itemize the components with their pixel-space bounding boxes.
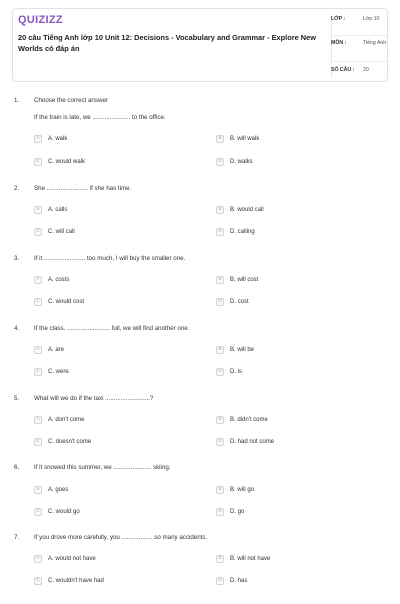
- option-text: D. had not come: [230, 439, 275, 445]
- option-letter-box: A: [34, 486, 42, 494]
- count-label: SỐ CÂU :: [331, 67, 355, 73]
- question-number: 4.: [14, 325, 20, 332]
- question-prompt: Choose the correct answer: [34, 97, 108, 104]
- option-text: A. would not have: [48, 556, 96, 562]
- option-text: B. would call: [230, 207, 264, 213]
- option-text: D. walks: [230, 159, 253, 165]
- option-letter-box: A: [34, 555, 42, 563]
- option-text: D. has: [230, 578, 248, 584]
- option-text: C. doesn't come: [48, 439, 92, 445]
- option-text: D. is: [230, 369, 242, 375]
- option-text: C. would walk: [48, 159, 86, 165]
- option-text: B. will not have: [230, 556, 271, 562]
- option-letter-box: D: [216, 577, 224, 585]
- question-3: [0, 255, 400, 325]
- option-letter-box: B: [216, 346, 224, 354]
- question-5: [0, 395, 400, 465]
- question-prompt: What will we do if the taxi ..........................?: [34, 395, 154, 402]
- grade-value: Lớp 10: [363, 16, 380, 22]
- option-text: B. didn't come: [230, 417, 268, 423]
- option-letter-box: C: [34, 158, 42, 166]
- grade-label: LỚP :: [331, 16, 346, 22]
- question-4: [0, 325, 400, 395]
- option-letter-box: C: [34, 228, 42, 236]
- meta-separator: [331, 61, 389, 62]
- option-letter-box: C: [34, 298, 42, 306]
- option-letter-box: C: [34, 508, 42, 516]
- option-text: D. cost: [230, 299, 249, 305]
- count-value: 20: [363, 67, 369, 73]
- question-prompt: If it snowed this summer, we ...................... skiing.: [34, 464, 171, 471]
- option-letter-box: B: [216, 276, 224, 284]
- question-prompt: If you drove more carefully, you ...................so many accidents.: [34, 534, 208, 541]
- option-letter-box: D: [216, 508, 224, 516]
- option-letter-box: D: [216, 158, 224, 166]
- option-letter-box: D: [216, 298, 224, 306]
- question-number: 5.: [14, 395, 20, 402]
- option-text: A. goes: [48, 487, 69, 493]
- option-letter-box: B: [216, 206, 224, 214]
- meta-separator: [331, 35, 389, 36]
- question-number: 1.: [14, 97, 20, 104]
- option-letter-box: B: [216, 486, 224, 494]
- option-text: B. will go: [230, 487, 255, 493]
- option-text: C. would cost: [48, 299, 85, 305]
- question-prompt: If it ........................ too much, I will buy the smaller one.: [34, 255, 186, 262]
- question-prompt: If the class. ......................... full, we will find another one.: [34, 325, 190, 332]
- option-text: C. wouldn't have had: [48, 578, 104, 584]
- question-number: 7.: [14, 534, 20, 541]
- option-letter-box: C: [34, 368, 42, 376]
- option-text: C. were: [48, 369, 69, 375]
- option-letter-box: A: [34, 135, 42, 143]
- option-letter-box: B: [216, 135, 224, 143]
- option-text: D. calling: [230, 229, 255, 235]
- option-text: B. will cost: [230, 277, 259, 283]
- question-prompt: She ........................ if she has time.: [34, 185, 132, 192]
- question-number: 6.: [14, 464, 20, 471]
- option-letter-box: A: [34, 276, 42, 284]
- question-2: [0, 185, 400, 255]
- question-6: [0, 464, 400, 534]
- option-text: A. walk: [48, 136, 68, 142]
- option-letter-box: B: [216, 555, 224, 563]
- question-sentence: If the train is late, we ...................... to the office.: [34, 114, 166, 121]
- subject-value: Tiếng Anh: [363, 40, 387, 46]
- option-text: A. costs: [48, 277, 70, 283]
- option-text: D. go: [230, 509, 245, 515]
- option-text: A. calls: [48, 207, 68, 213]
- option-letter-box: A: [34, 416, 42, 424]
- option-text: A. are: [48, 347, 65, 353]
- subject-label: MÔN :: [331, 40, 347, 46]
- option-text: B. will walk: [230, 136, 260, 142]
- option-letter-box: D: [216, 228, 224, 236]
- quizizz-logo: QUIZIZZ: [18, 14, 63, 26]
- option-text: B. will be: [230, 347, 255, 353]
- option-letter-box: D: [216, 438, 224, 446]
- option-letter-box: C: [34, 438, 42, 446]
- option-letter-box: C: [34, 577, 42, 585]
- option-letter-box: B: [216, 416, 224, 424]
- option-text: C. would go: [48, 509, 80, 515]
- option-text: A. don't come: [48, 417, 85, 423]
- document-title: 20 câu Tiếng Anh lớp 10 Unit 12: Decisions - Vocabulary and Grammar - Explore New Worlds có đáp án: [18, 33, 316, 53]
- option-letter-box: A: [34, 206, 42, 214]
- option-letter-box: D: [216, 368, 224, 376]
- question-number: 2.: [14, 185, 20, 192]
- question-7: [0, 534, 400, 604]
- question-1: [0, 97, 400, 177]
- worksheet-header: [12, 8, 388, 82]
- option-letter-box: A: [34, 346, 42, 354]
- option-text: C. will call: [48, 229, 75, 235]
- question-number: 3.: [14, 255, 20, 262]
